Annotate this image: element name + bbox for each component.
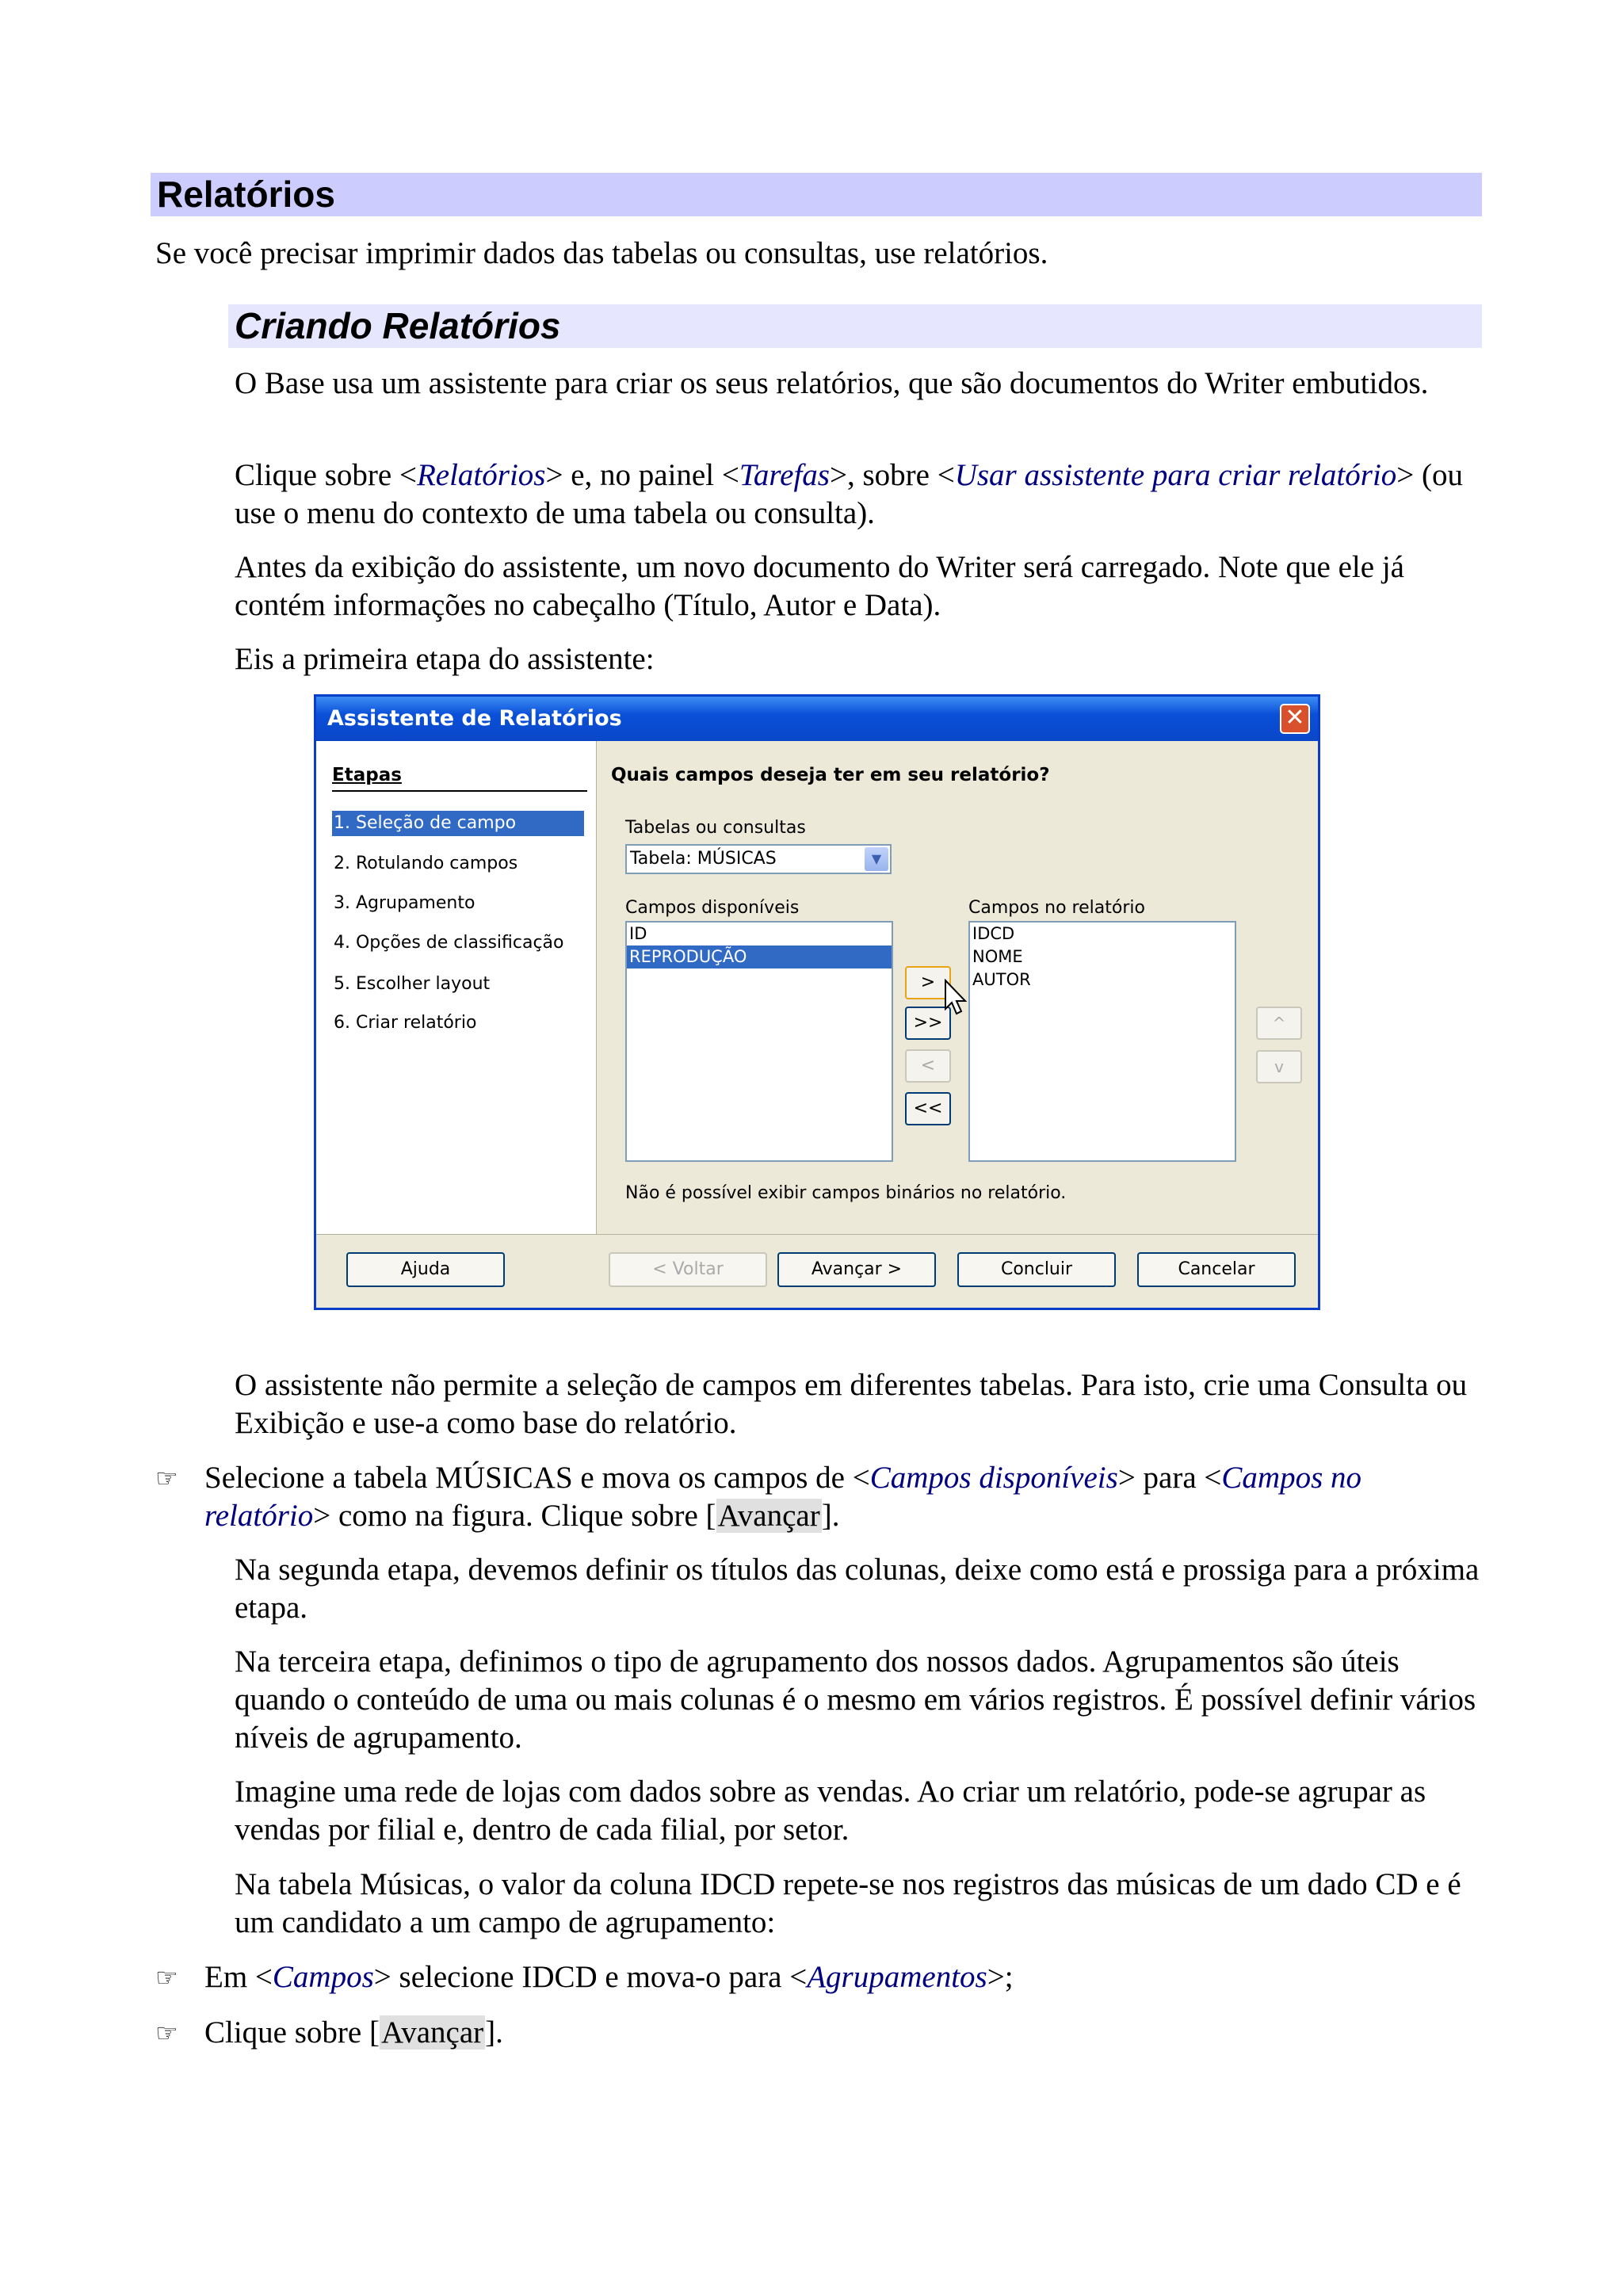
available-fields-list[interactable] [625, 921, 893, 1162]
move-down-button[interactable]: v [1256, 1050, 1302, 1083]
link-campos-disponiveis: Campos disponíveis [869, 1461, 1118, 1495]
paragraph-5: O assistente não permite a seleção de campos em diferentes tabelas. Para isto, crie uma Consulta ou Exibição e use-a como base do relatório. [235, 1368, 1468, 1440]
text: ]. [485, 2015, 503, 2050]
tables-select-value: Tabela: MÚSICAS [630, 849, 777, 869]
paragraph-7: Na terceira etapa, definimos o tipo de agrupamento dos nossos dados. Agrupamentos são úteis quando o conteúdo de uma ou mais colunas é o mesmo em vários registros. É possível definir vários níveis de agrupamento. [235, 1645, 1476, 1755]
button-reference: Avançar [380, 2015, 484, 2050]
intro-paragraph: Se você precisar imprimir dados das tabelas ou consultas, use relatórios. [155, 236, 1048, 270]
text: Selecione a tabela MÚSICAS e mova os campos de < [204, 1461, 870, 1495]
link-campos: Campos [272, 1960, 374, 1994]
tables-select[interactable] [625, 844, 892, 874]
text: Clique sobre [ [204, 2015, 380, 2050]
bullet-1 [204, 1459, 1488, 1535]
back-button[interactable]: < Voltar [609, 1252, 767, 1287]
list-item[interactable]: NOME [972, 947, 1023, 966]
steps-divider [332, 790, 587, 792]
step-create-report[interactable]: 6. Criar relatório [334, 1013, 477, 1033]
list-item[interactable]: AUTOR [972, 970, 1031, 989]
report-wizard-dialog [314, 694, 1320, 1310]
chevron-down-icon[interactable]: ▼ [865, 847, 888, 871]
paragraph-3: Antes da exibição do assistente, um novo documento do Writer será carregado. Note que ele já contém informações no cabeçalho (Título, Autor e Data). [235, 550, 1404, 622]
hand-pointer-icon: ☞ [155, 1962, 178, 1992]
hand-pointer-icon: ☞ [155, 2018, 178, 2048]
report-fields-list[interactable] [968, 921, 1236, 1162]
available-fields-label: Campos disponíveis [625, 898, 800, 918]
hand-pointer-icon: ☞ [155, 1463, 178, 1493]
bullet-3 [204, 2014, 1488, 2052]
link-relatorios: Relatórios [416, 458, 546, 492]
paragraph-4: Eis a primeira etapa do assistente: [235, 642, 655, 676]
text: >, sobre < [829, 458, 955, 492]
step-field-selection[interactable]: 1. Seleção de campo [332, 811, 584, 836]
link-tarefas: Tarefas [739, 458, 830, 492]
tables-label: Tabelas ou consultas [625, 818, 806, 838]
cancel-button[interactable]: Cancelar [1137, 1252, 1296, 1287]
move-up-button[interactable]: ^ [1256, 1007, 1302, 1040]
text: > (ou use o menu do contexto de uma tabela ou consulta). [235, 458, 1464, 530]
list-item[interactable]: ID [629, 924, 647, 943]
paragraph-9: Na tabela Músicas, o valor da coluna IDCD repete-se nos registros das músicas de um dado CD e é um candidato a um campo de agrupamento: [235, 1867, 1461, 1939]
step-sort-options[interactable]: 4. Opções de classificação [334, 933, 564, 953]
text: >; [987, 1960, 1014, 1994]
move-right-button[interactable]: > [905, 966, 951, 999]
link-agrupamentos: Agrupamentos [807, 1960, 987, 1994]
text: ]. [821, 1499, 840, 1533]
paragraph-2 [235, 457, 1487, 533]
dialog-title: Assistente de Relatórios [327, 706, 622, 731]
paragraph-8: Imagine uma rede de lojas com dados sobre as vendas. Ao criar um relatório, pode-se agrupar as vendas por filial e, dentro de cada filial, por setor. [235, 1775, 1426, 1847]
move-all-right-button[interactable]: >> [905, 1007, 951, 1040]
report-fields-label: Campos no relatório [968, 898, 1145, 918]
text: > para < [1117, 1461, 1222, 1495]
mouse-cursor-icon [944, 979, 968, 1017]
link-usar-assistente: Usar assistente para criar relatório [954, 458, 1397, 492]
text: > como na figura. Clique sobre [ [313, 1499, 716, 1533]
bullet-2 [204, 1958, 1488, 1996]
steps-pane [316, 741, 597, 1235]
binary-fields-note: Não é possível exibir campos binários no relatório. [625, 1183, 1067, 1203]
text: Em < [204, 1960, 273, 1994]
link-campos-no-relatorio: Campos no relatório [204, 1461, 1362, 1533]
wizard-question: Quais campos deseja ter em seu relatório? [611, 765, 1050, 785]
step-layout[interactable]: 5. Escolher layout [334, 974, 491, 994]
next-button[interactable]: Avançar > [777, 1252, 936, 1287]
finish-button[interactable]: Concluir [957, 1252, 1116, 1287]
text: > e, no painel < [545, 458, 739, 492]
section-heading: Relatórios [151, 173, 1482, 216]
text: > selecione IDCD e mova-o para < [373, 1960, 808, 1994]
step-field-labels[interactable]: 2. Rotulando campos [334, 854, 518, 873]
help-button[interactable]: Ajuda [346, 1252, 505, 1287]
button-reference: Avançar [717, 1499, 820, 1533]
move-all-left-button[interactable]: << [905, 1092, 951, 1125]
paragraph-1: O Base usa um assistente para criar os seus relatórios, que são documentos do Writer embutidos. [235, 366, 1429, 400]
subsection-heading: Criando Relatórios [228, 304, 1482, 348]
paragraph-6: Na segunda etapa, devemos definir os títulos das colunas, deixe como está e prossiga para a próxima etapa. [235, 1553, 1480, 1625]
list-item[interactable]: REPRODUÇÃO [627, 946, 892, 968]
move-left-button[interactable]: < [905, 1049, 951, 1083]
dialog-button-bar [316, 1234, 1318, 1308]
close-icon[interactable]: ✕ [1280, 704, 1310, 734]
list-item[interactable]: IDCD [972, 924, 1015, 943]
text: Clique sobre < [235, 458, 417, 492]
dialog-title-bar [316, 697, 1318, 741]
steps-title: Etapas [332, 765, 402, 785]
step-grouping[interactable]: 3. Agrupamento [334, 893, 475, 913]
